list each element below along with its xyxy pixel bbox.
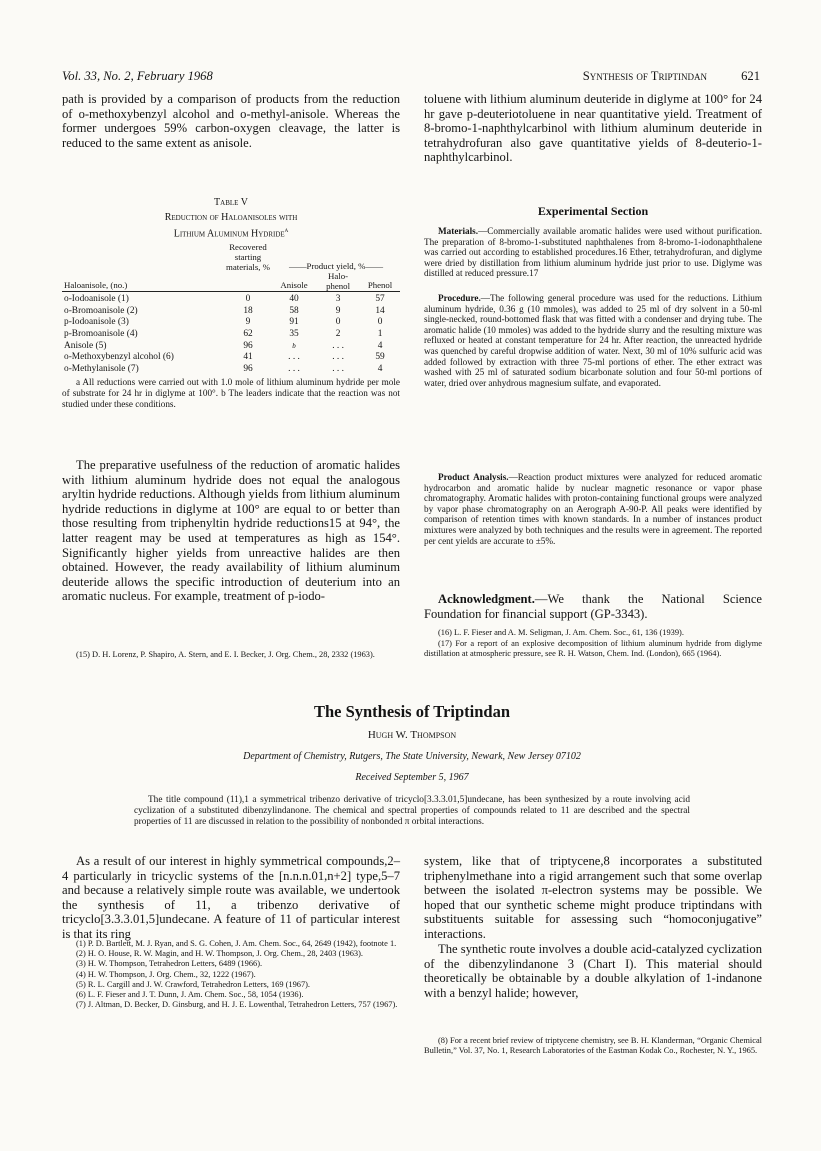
table-cell-anisole: 58 — [289, 305, 299, 316]
table-cell-name: o-Methoxybenzyl alcohol (6) — [64, 352, 174, 363]
table-cell-recovered: 96 — [243, 340, 253, 351]
article-author: Hugh W. Thompson — [367, 729, 457, 741]
article-received: Received September 5, 1967 — [355, 772, 469, 783]
table-grid — [62, 243, 400, 375]
procedure-text: —The following general procedure was used for the reductions. Lithium aluminum hydride, 0.36 g (10 mmoles), was added to 25 ml of dry solvent in a 50-ml single-necked, round-bottomed flask that was fitted with a condenser and drying tube. The aromatic halide (10 mmoles) was added to the hydride slurry and the resulting mixture was refluxed or heated at constant temperature for 24 hr. After reaction, the unreacted hydride was quenched by careful dropwise addition of water. Next, 30 ml of 10% sulfuric acid was added followed by extraction with three 75-ml portions of ether. The ether extract was washed with 25 ml of saturated sodium bicarbonate solution and four 50-ml portions of water, dried over anhydrous magnesium sulfate, and evaporated. — [424, 293, 762, 388]
table-head-product-yield: ——Product yield, %—— — [288, 260, 384, 271]
footnote-5: (5) R. L. Cargill and J. W. Crawford, Tetrahedron Letters, 169 (1967). — [76, 979, 311, 989]
footnote-16: (16) L. F. Fieser and A. M. Seligman, J. Am. Chem. Soc., 61, 136 (1939). — [438, 628, 684, 637]
table-cell-name: o-Bromoanisole (2) — [64, 305, 138, 316]
right-bottom-paragraph-1: system, like that of triptycene,8 incorporates a substituted triphenylmethane into a rigid arrangement such that some overlap between the isolated π-electron systems may be possible. We hoped that our synthetic scheme might produce triptindans with substituents suitable for assessing such “homoconjugative” interactions. — [424, 854, 762, 941]
table-head-halophenol: Halo-phenol — [326, 271, 351, 291]
table-head-recovered: Recovered starting materials, % — [226, 242, 270, 272]
table-row — [62, 317, 400, 329]
table-head-anisole: Anisole — [280, 279, 308, 290]
table-cell-name: p-Iodoanisole (3) — [64, 317, 129, 328]
table-cell-name: Anisole (5) — [64, 340, 107, 351]
table-row — [62, 294, 400, 306]
table-row — [62, 352, 400, 364]
left-footnotes — [62, 939, 400, 1010]
table-v — [62, 197, 400, 409]
right-top-paragraph: toluene with lithium aluminum deuteride in diglyme at 100° for 24 hr gave p-deuteriotoluene in near quantitative yield. Treatment of 8-bromo-1-naphthylcarbinol with lithium aluminum deuteride in tetrahydrofuran also gave quantitative yields of 8-deuterio-1-naphthylcarbinol. — [424, 92, 762, 165]
right-bottom-paragraph-2: The synthetic route involves a double acid-catalyzed cyclization of the dibenzylindanone 3 (Chart I). This material should theoretically be obtainable by a double alkylation of 1-indanone with a benzyl halide; however, — [424, 942, 762, 1000]
table-cell-halophenol: 0 — [335, 317, 341, 328]
table-cell-name: o-Methylanisole (7) — [64, 363, 139, 374]
running-header-left: Vol. 33, No. 2, February 1968 — [62, 69, 213, 83]
table-cell-halophenol: . . . — [332, 352, 344, 363]
table-footnote: a All reductions were carried out with 1.0 mole of lithium aluminum hydride per mole of substrate for 24 hr in diglyme at 100°. b The leaders indicate that the reaction was not studied under these conditions. — [62, 377, 400, 409]
table-cell-phenol: 57 — [375, 294, 385, 305]
table-cell-halophenol: 9 — [335, 305, 341, 316]
table-title-line-2 — [62, 224, 400, 240]
table-head-phenol: Phenol — [367, 279, 393, 290]
table-row — [62, 329, 400, 341]
table-title-line-1: Reduction of Haloanisoles with — [164, 212, 298, 223]
article-affiliation: Department of Chemistry, Rutgers, The State University, Newark, New Jersey 07102 — [243, 751, 581, 762]
table-head-spacer-2 — [224, 272, 272, 292]
table-cell-name: o-Iodoanisole (1) — [64, 294, 129, 305]
table-head-spacer — [62, 243, 224, 272]
table-cell-recovered: 0 — [245, 294, 251, 305]
table-head-haloanisole: Haloanisole, (no.) — [64, 279, 128, 290]
acknowledgment-label: Acknowledgment. — [438, 592, 535, 606]
acknowledgment-paragraph — [424, 592, 762, 621]
footnote-1: (1) P. D. Bartlett, M. J. Ryan, and S. G. Cohen, J. Am. Chem. Soc., 64, 2649 (1942), footnote 1. — [76, 939, 397, 948]
table-cell-phenol: 4 — [377, 340, 383, 351]
running-header-right: Synthesis of Triptindan — [582, 69, 707, 83]
table-cell-phenol: 1 — [377, 329, 383, 340]
procedure-paragraph — [424, 293, 762, 388]
table-title-footnote-mark: a — [284, 226, 289, 234]
article-abstract: The title compound (11),1 a symmetrical tribenzo derivative of tricyclo[3.3.3.01,5]undecane, has been synthesized by a route involving acid cyclization of a substituted dibenzylindanone. The chemical and spectral properties of compounds related to 11 are described and the spectral properties of 11 are discussed in relation to the possibility of nonbonded π orbital interactions. — [134, 795, 690, 827]
footnote-3: (3) H. W. Thompson, Tetrahedron Letters, 6489 (1966). — [76, 959, 263, 969]
table-row — [62, 306, 400, 318]
footnote-17: (17) For a report of an explosive decomposition of lithium aluminum hydride from diglyme distillation at atmospheric pressure, see R. H. Watson, Chem. Ind. (London), 665 (1964). — [424, 639, 762, 659]
footnote-15: (15) D. H. Lorenz, P. Shapiro, A. Stern, and E. I. Becker, J. Org. Chem., 28, 2332 (1963). — [76, 650, 375, 659]
table-cell-phenol: 59 — [375, 352, 385, 363]
table-cell-recovered: 9 — [245, 317, 251, 328]
left-mid-paragraph: The preparative usefulness of the reduction of aromatic halides with lithium aluminum hydride does not equal the analogous aryltin hydride reductions. Although yields from lithium aluminum hydride reductions in diglyme at 100° are equal to or better than those resulting from triphenyltin hydride reductions15 at 94°, the latter reagent may be used at temperatures as high as 154°. Significantly higher yields from unreactive halides are then obtained. However, the ready availability of lithium aluminum deuteride allows the specific introduction of deuterium into an aromatic nucleus. For example, treatment of p-iodo- — [62, 458, 400, 604]
table-label: Table V — [214, 197, 248, 208]
table-cell-recovered: 96 — [243, 363, 253, 374]
table-cell-anisole: . . . — [288, 352, 300, 363]
footnote-8: (8) For a recent brief review of triptycene chemistry, see B. H. Klanderman, “Organic Chemical Bulletin,” Vol. 37, No. 1, Research Laboratories of the Eastman Kodak Co., Rochester, N. Y., 1965. — [424, 1036, 762, 1056]
footnote-2: (2) H. O. House, R. W. Magin, and H. W. Thompson, J. Org. Chem., 28, 2403 (1963). — [76, 949, 363, 959]
table-title-line-2-text: Lithium Aluminum Hydride — [173, 228, 285, 240]
table-cell-anisole: 40 — [289, 294, 299, 305]
analysis-paragraph — [424, 472, 762, 546]
table-cell-phenol: 4 — [377, 363, 383, 374]
article-title: The Synthesis of Triptindan — [313, 702, 511, 721]
materials-label: Materials. — [438, 226, 479, 236]
materials-text: —Commercially available aromatic halides were used without purification. The preparation of 8-bromo-1-substituted naphthalenes from 8-bromo-1-iodonaphthalene was carried out according to established procedures.16 Ether, tetrahydrofuran, and diglyme were dried by distillation from lithium aluminum hydride just prior to use. Diglyme was distilled at reduced pressure.17 — [424, 226, 762, 279]
table-cell-halophenol: . . . — [332, 363, 344, 374]
table-cell-recovered: 18 — [243, 305, 253, 316]
intro-paragraph: As a result of our interest in highly symmetrical compounds,2–4 particularly in tricyclic systems of the [n.n.n.01,n+2] type,5–7 and because a relatively simple route was available, we undertook the synthesis of 11, a tribenzo derivative of tricyclo[3.3.3.01,5]undecane. A feature of 11 of particular interest is that its ring — [62, 854, 400, 941]
footnote-4: (4) H. W. Thompson, J. Org. Chem., 32, 1222 (1967). — [76, 969, 256, 979]
table-cell-halophenol: . . . — [332, 340, 344, 351]
left-top-paragraph: path is provided by a comparison of products from the reduction of o-methoxybenzyl alcohol and o-methyl-anisole. Whereas the former undergoes 59% carbon-oxygen cleavage, the latter is reduced to the same extent as anisole. — [62, 92, 400, 150]
table-cell-name: p-Bromoanisole (4) — [64, 329, 138, 340]
table-cell-anisole: b — [292, 341, 296, 350]
table-cell-anisole: 91 — [289, 317, 299, 328]
analysis-text: —Reaction product mixtures were analyzed for reduced aromatic hydrocarbon and aromatic halide by nuclear magnetic resonance or vapor phase chromatography. Aromatic halides with proton-containing functional groups were analyzed by vapor phase chromatography on an Aerograph A-90-P. All peaks were identified by comparison of retention times with known standards. In a number of instances product mixtures were analyzed by both techniques and the results were in agreement. The reported per cent yields are accurate to ±5%. — [424, 472, 763, 546]
experimental-heading: Experimental Section — [537, 204, 649, 218]
table-cell-recovered: 62 — [243, 329, 253, 340]
analysis-label: Product Analysis. — [438, 472, 509, 482]
acknowledgment-text: —We thank the National Science Foundation for financial support (GP-3343). — [424, 592, 762, 621]
table-cell-phenol: 14 — [375, 305, 385, 316]
page-number: 621 — [741, 69, 760, 83]
table-cell-halophenol: 2 — [335, 329, 341, 340]
table-cell-phenol: 0 — [377, 317, 383, 328]
footnote-7: (7) J. Altman, D. Becker, D. Ginsburg, and H. J. E. Lowenthal, Tetrahedron Letters, 757 (1967). — [76, 1000, 398, 1010]
materials-paragraph — [424, 226, 762, 279]
table-cell-anisole: . . . — [288, 363, 300, 374]
procedure-label: Procedure. — [438, 293, 481, 303]
table-head-product-yield-text: Product yield, % — [306, 260, 366, 271]
footnote-6: (6) L. F. Fieser and J. T. Dunn, J. Am. Chem. Soc., 58, 1054 (1936). — [76, 990, 304, 1000]
table-row — [62, 364, 400, 376]
table-row — [62, 341, 400, 353]
table-cell-anisole: 35 — [289, 329, 299, 340]
table-cell-halophenol: 3 — [335, 294, 341, 305]
table-cell-recovered: 41 — [243, 352, 253, 363]
